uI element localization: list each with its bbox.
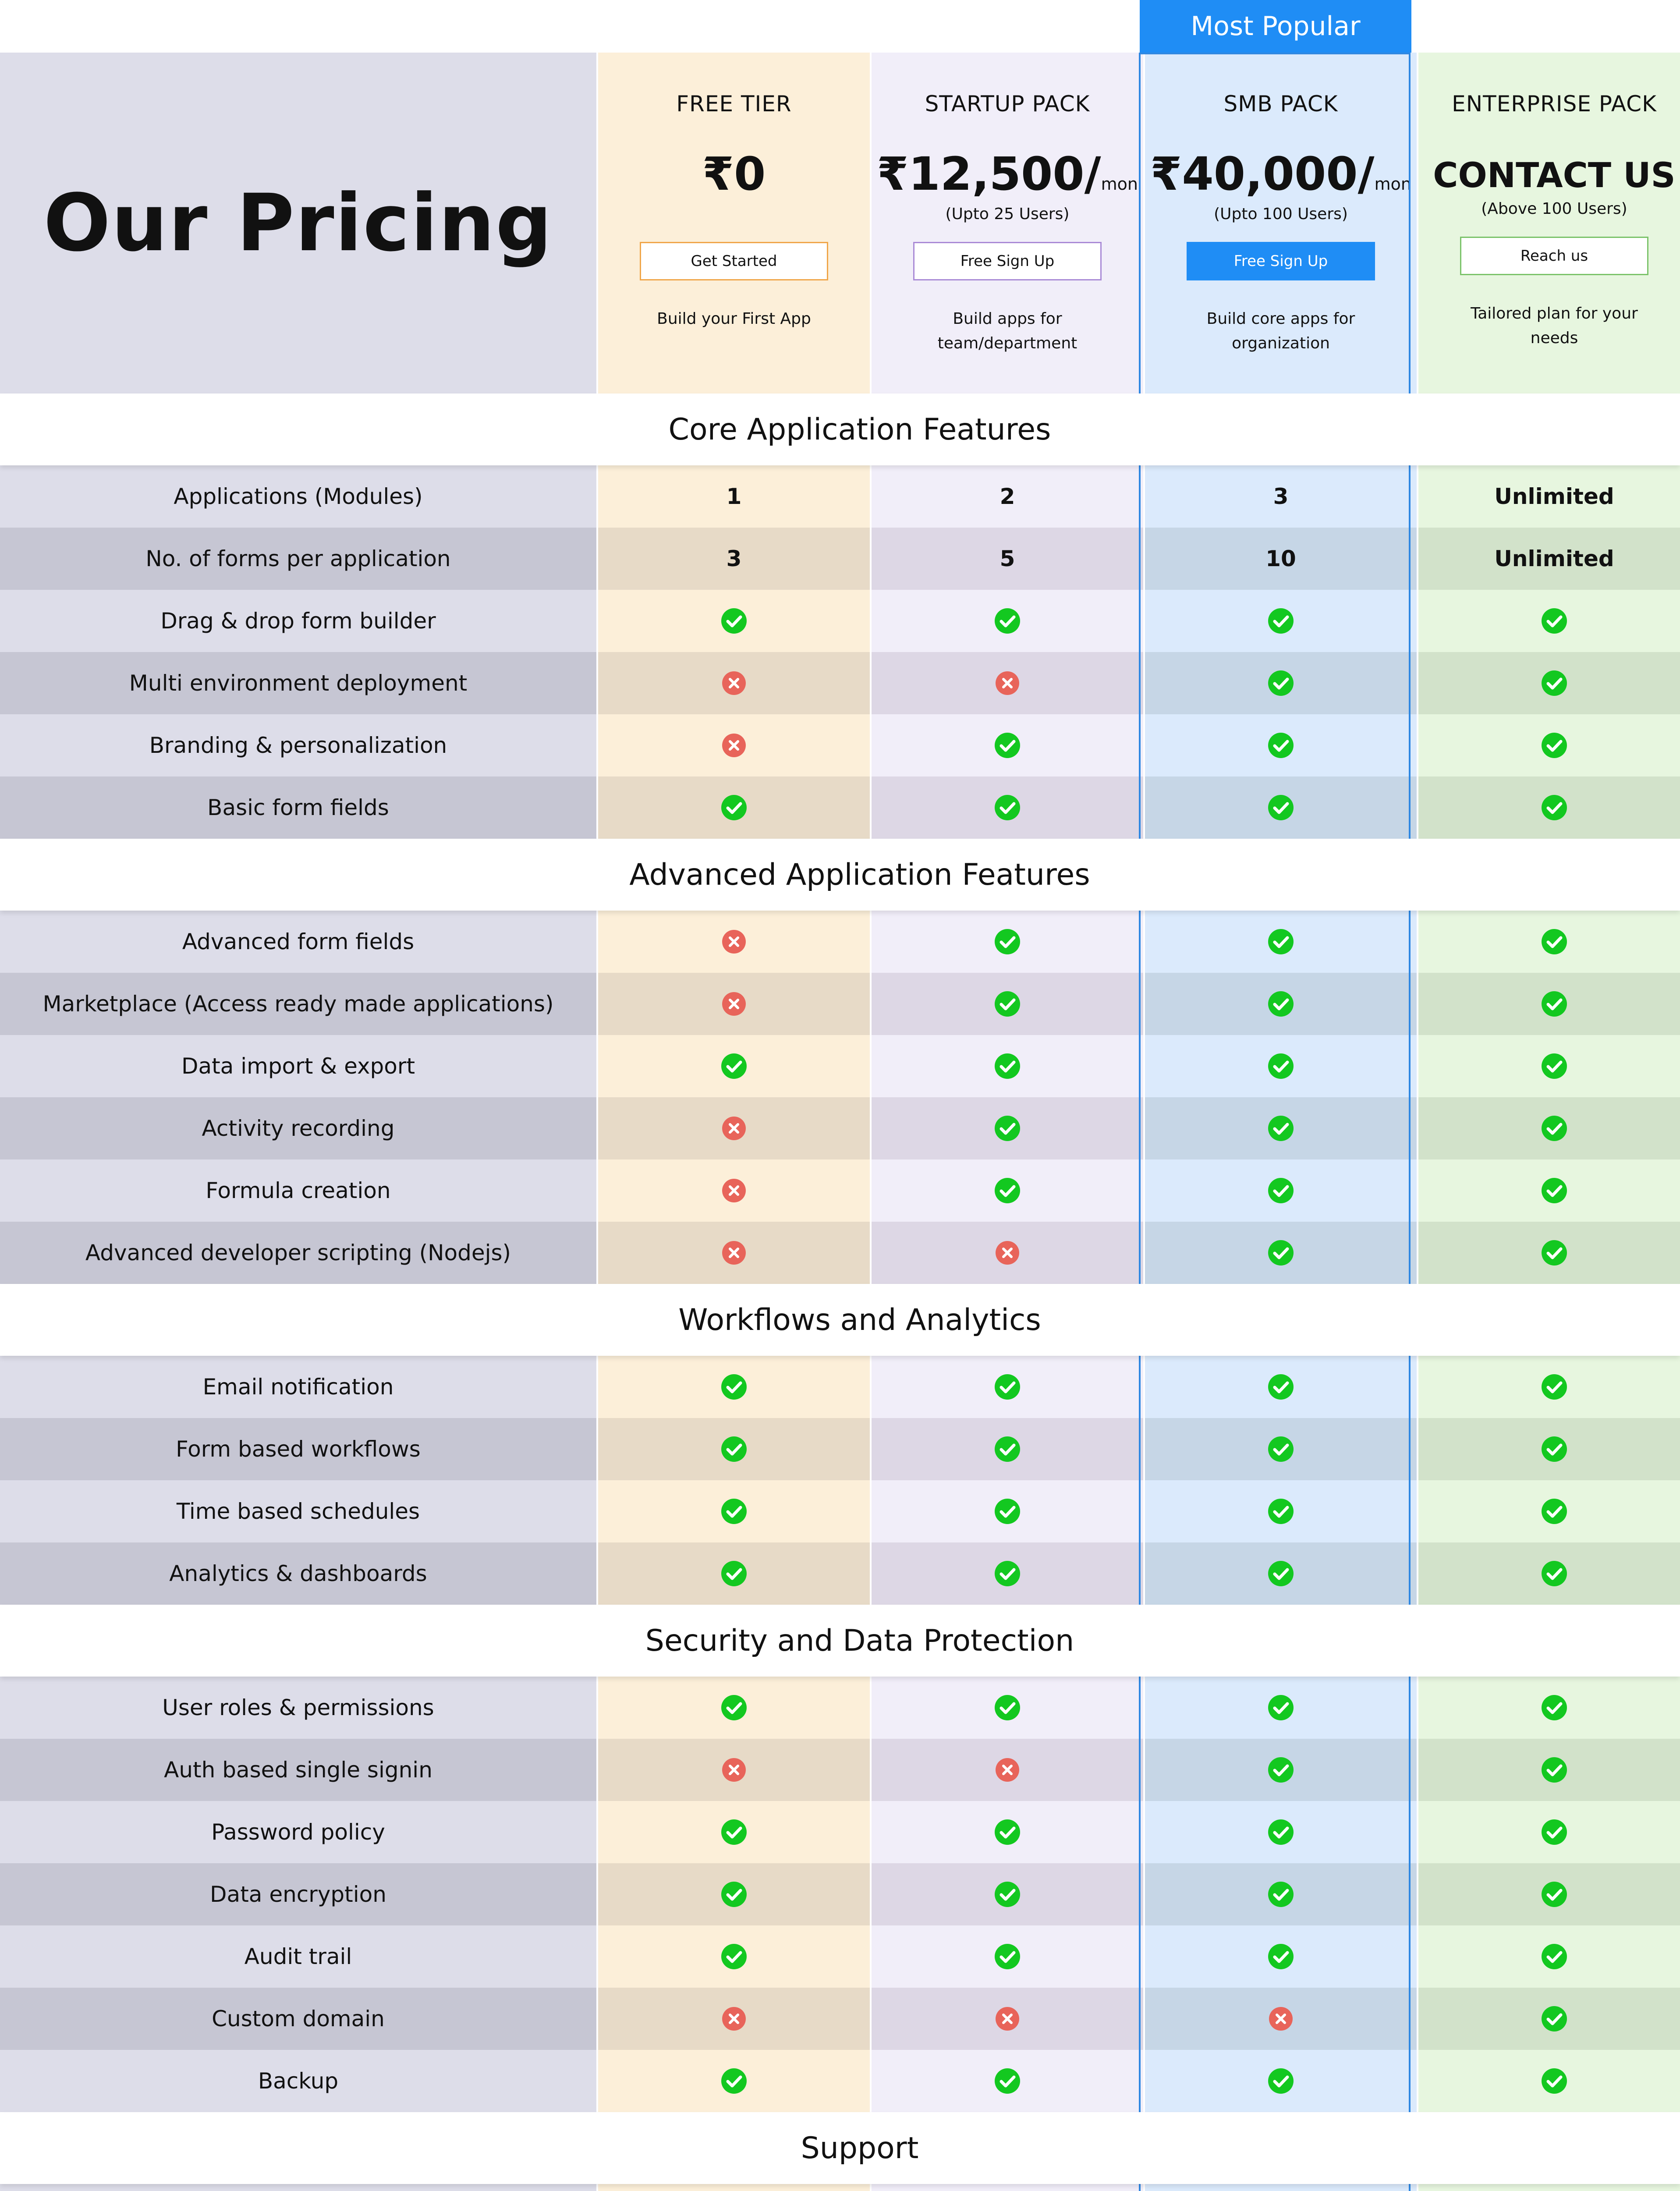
plan-free [598, 53, 870, 394]
feature-label: Auth based single signin [0, 1739, 596, 1801]
feature-value-cell [598, 1677, 870, 1739]
check-icon [994, 1819, 1021, 1845]
check-icon [1541, 991, 1567, 1017]
table-row [0, 1988, 1680, 2050]
feature-label: Custom domain [0, 1988, 596, 2050]
table-row [0, 1801, 1680, 1863]
cross-icon [994, 1240, 1021, 1266]
feature-value-cell [872, 1739, 1143, 1801]
table-row [0, 1097, 1680, 1159]
feature-label: Advanced developer scripting (Nodejs) [0, 1222, 596, 1284]
cross-icon [721, 2006, 747, 2032]
feature-value-cell [872, 1542, 1143, 1605]
check-icon [994, 1560, 1021, 1587]
feature-label: Multi environment deployment [0, 652, 596, 714]
cross-icon [721, 1240, 747, 1266]
check-icon [721, 1053, 747, 1079]
feature-value-cell [1418, 911, 1680, 973]
check-icon [1541, 1115, 1567, 1142]
check-icon [721, 1943, 747, 1970]
feature-value-cell [872, 1159, 1143, 1222]
plan-name: ENTERPRISE PACK [1452, 91, 1657, 117]
feature-value-cell [1145, 1801, 1417, 1863]
check-icon [1541, 1498, 1567, 1524]
feature-value-cell [1145, 776, 1417, 839]
check-icon [1541, 1053, 1567, 1079]
price-period: mon [1374, 174, 1412, 194]
pricing-header [0, 53, 1680, 394]
table-row [0, 1356, 1680, 1418]
page-title: Our Pricing [43, 177, 553, 269]
table-row [0, 1035, 1680, 1097]
feature-value-cell [1145, 1677, 1417, 1739]
feature-value-cell [598, 1925, 870, 1988]
check-icon [1541, 1819, 1567, 1845]
feature-value-cell [598, 2184, 870, 2191]
feature-value-cell [1145, 465, 1417, 528]
cross-icon [1268, 2006, 1294, 2032]
table-row [0, 1925, 1680, 1988]
feature-value-cell [1145, 1222, 1417, 1284]
feature-value-cell [1418, 714, 1680, 776]
table-row [0, 1159, 1680, 1222]
check-icon [1268, 1053, 1294, 1079]
check-icon [994, 1053, 1021, 1079]
cross-icon [721, 670, 747, 696]
feature-label [0, 2184, 596, 2191]
plan-users: (Above 100 Users) [1481, 200, 1627, 218]
feature-value: Unlimited [1494, 546, 1614, 571]
check-icon [1541, 929, 1567, 955]
feature-value-cell [872, 1222, 1143, 1284]
table-row [0, 1677, 1680, 1739]
plan-price [1150, 147, 1411, 201]
check-icon [1268, 1943, 1294, 1970]
feature-label: Branding & personalization [0, 714, 596, 776]
feature-value-cell [872, 1925, 1143, 1988]
check-icon [1541, 2006, 1567, 2032]
feature-value-cell [1145, 2184, 1417, 2191]
check-icon [1541, 1177, 1567, 1204]
feature-value-cell [1418, 1925, 1680, 1988]
feature-value-cell [1418, 973, 1680, 1035]
plan-users: (Upto 25 Users) [945, 205, 1070, 223]
feature-value: 5 [999, 546, 1015, 571]
section-title: Security and Data Protection [645, 1623, 1074, 1658]
plan-description: Build core apps for organization [1206, 310, 1355, 352]
feature-value-cell [598, 465, 870, 528]
feature-value-cell [1418, 1988, 1680, 2050]
plan-enterprise [1418, 53, 1680, 394]
check-icon [994, 1881, 1021, 1907]
plan-name: FREE TIER [676, 91, 792, 117]
section-title: Support [801, 2131, 919, 2166]
feature-value-cell [1418, 1801, 1680, 1863]
feature-value-cell [872, 528, 1143, 590]
feature-value-cell [1145, 652, 1417, 714]
feature-value-cell [872, 2050, 1143, 2112]
check-icon [721, 1560, 747, 1587]
feature-value-cell [1145, 2050, 1417, 2112]
feature-value-cell [1418, 1097, 1680, 1159]
check-icon [1268, 732, 1294, 759]
feature-label: Advanced form fields [0, 911, 596, 973]
plan-name: SMB PACK [1223, 91, 1338, 117]
section-header [0, 839, 1680, 911]
table-row [0, 2050, 1680, 2112]
feature-value-cell [598, 1542, 870, 1605]
table-row [0, 776, 1680, 839]
feature-value-cell [872, 1677, 1143, 1739]
check-icon [721, 1881, 747, 1907]
plan-description: Build your First App [657, 310, 811, 328]
plan-users: (Upto 100 Users) [1214, 205, 1348, 223]
feature-value: 10 [1265, 546, 1296, 571]
plan-description: Build apps for team/department [937, 310, 1077, 352]
feature-label: Basic form fields [0, 776, 596, 839]
section-title: Workflows and Analytics [678, 1302, 1041, 1337]
table-row [0, 528, 1680, 590]
feature-value-cell [1145, 1739, 1417, 1801]
table-row [0, 652, 1680, 714]
plan-name: STARTUP PACK [925, 91, 1090, 117]
table-row [0, 911, 1680, 973]
section-header [0, 1284, 1680, 1356]
feature-value-cell [872, 1480, 1143, 1542]
feature-value-cell [598, 1988, 870, 2050]
check-icon [994, 1943, 1021, 1970]
feature-value-cell [872, 714, 1143, 776]
check-icon [1268, 991, 1294, 1017]
check-icon [994, 1115, 1021, 1142]
feature-value-cell [872, 973, 1143, 1035]
feature-value-cell [872, 590, 1143, 652]
cross-icon [721, 732, 747, 759]
plan-price [1433, 156, 1675, 195]
section-header [0, 394, 1680, 465]
plan-description: Tailored plan for your needs [1471, 305, 1638, 347]
cross-icon [994, 2006, 1021, 2032]
feature-value-cell [598, 1418, 870, 1480]
feature-value: 3 [1273, 484, 1289, 509]
feature-value-cell [1145, 973, 1417, 1035]
feature-value-cell [1418, 1035, 1680, 1097]
feature-value-cell [872, 776, 1143, 839]
feature-value-cell [1145, 1925, 1417, 1988]
feature-label: Email notification [0, 1356, 596, 1418]
feature-value-cell [598, 652, 870, 714]
get-started-button[interactable]: Get Started [640, 242, 828, 280]
check-icon [1541, 732, 1567, 759]
feature-value-cell [1145, 590, 1417, 652]
feature-value-cell [598, 1480, 870, 1542]
cross-icon [721, 1757, 747, 1783]
feature-value-cell [1145, 528, 1417, 590]
check-icon [721, 608, 747, 634]
feature-value-cell [1145, 911, 1417, 973]
check-icon [994, 929, 1021, 955]
check-icon [1541, 1240, 1567, 1266]
section-title: Advanced Application Features [629, 857, 1090, 892]
feature-value: 2 [999, 484, 1015, 509]
feature-value-cell [598, 1801, 870, 1863]
feature-value-cell [1418, 2184, 1680, 2191]
table-row [0, 590, 1680, 652]
feature-value-cell [598, 776, 870, 839]
check-icon [1268, 1498, 1294, 1524]
price-amount: ₹12,500/ [876, 147, 1101, 201]
check-icon [721, 1819, 747, 1845]
feature-value-cell [1418, 652, 1680, 714]
feature-value-cell [1418, 590, 1680, 652]
check-icon [1268, 1115, 1294, 1142]
check-icon [1268, 929, 1294, 955]
section-header [0, 1605, 1680, 1677]
feature-value-cell [1418, 1863, 1680, 1925]
price-period: mon [1101, 174, 1138, 194]
plan-price [702, 147, 766, 201]
check-icon [1268, 1695, 1294, 1721]
check-icon [1268, 1436, 1294, 1462]
title-cell [0, 53, 596, 394]
feature-label: No. of forms per application [0, 528, 596, 590]
feature-label: Backup [0, 2050, 596, 2112]
feature-label: Audit trail [0, 1925, 596, 1988]
check-icon [1541, 1943, 1567, 1970]
feature-value-cell [1418, 2050, 1680, 2112]
check-icon [1268, 1757, 1294, 1783]
feature-value-cell [598, 1356, 870, 1418]
feature-label: User roles & permissions [0, 1677, 596, 1739]
feature-value-cell [872, 1097, 1143, 1159]
feature-value-cell [598, 528, 870, 590]
table-row [0, 1222, 1680, 1284]
feature-value-cell [872, 1801, 1143, 1863]
feature-value-cell [598, 1159, 870, 1222]
feature-value: 1 [726, 484, 742, 509]
price-amount: ₹40,000/ [1150, 147, 1375, 201]
feature-value-cell [872, 652, 1143, 714]
feature-value-cell [872, 1863, 1143, 1925]
feature-value-cell [1145, 714, 1417, 776]
feature-value-cell [598, 714, 870, 776]
feature-value-cell [598, 1097, 870, 1159]
feature-value-cell [1145, 1159, 1417, 1222]
check-icon [994, 1177, 1021, 1204]
cross-icon [721, 991, 747, 1017]
price-amount: CONTACT US [1433, 156, 1676, 195]
check-icon [994, 1498, 1021, 1524]
feature-value-cell [598, 1739, 870, 1801]
table-row [0, 973, 1680, 1035]
table-row [0, 714, 1680, 776]
cross-icon [721, 1177, 747, 1204]
feature-label: Data import & export [0, 1035, 596, 1097]
check-icon [1541, 1374, 1567, 1400]
check-icon [1268, 670, 1294, 696]
section-title: Core Application Features [668, 412, 1051, 447]
most-popular-badge: Most Popular [1140, 0, 1411, 53]
feature-label: Formula creation [0, 1159, 596, 1222]
feature-value-cell [598, 590, 870, 652]
free-sign-up-button[interactable]: Free Sign Up [1187, 242, 1375, 280]
feature-value-cell [872, 1356, 1143, 1418]
feature-value-cell [872, 911, 1143, 973]
feature-value-cell [1145, 1356, 1417, 1418]
check-icon [1268, 1560, 1294, 1587]
check-icon [994, 991, 1021, 1017]
feature-value-cell [872, 1988, 1143, 2050]
feature-value-cell [1418, 1480, 1680, 1542]
check-icon [721, 1695, 747, 1721]
table-row [0, 1863, 1680, 1925]
feature-value-cell [1418, 1222, 1680, 1284]
table-row [0, 1739, 1680, 1801]
feature-value-cell [1145, 1988, 1417, 2050]
feature-value-cell [1145, 1035, 1417, 1097]
feature-label: Activity recording [0, 1097, 596, 1159]
cross-icon [721, 929, 747, 955]
plan-startup [872, 53, 1143, 394]
feature-value-cell [598, 1035, 870, 1097]
feature-label: Applications (Modules) [0, 465, 596, 528]
feature-label: Drag & drop form builder [0, 590, 596, 652]
feature-value-cell [598, 911, 870, 973]
check-icon [1268, 1374, 1294, 1400]
plan-price [877, 147, 1138, 201]
feature-label: Password policy [0, 1801, 596, 1863]
cross-icon [994, 1757, 1021, 1783]
check-icon [1541, 1695, 1567, 1721]
check-icon [1541, 2068, 1567, 2094]
check-icon [1268, 794, 1294, 821]
table-row [0, 2184, 1680, 2191]
check-icon [994, 1695, 1021, 1721]
feature-value-cell [1145, 1863, 1417, 1925]
feature-value-cell [1418, 1356, 1680, 1418]
table-row [0, 465, 1680, 528]
check-icon [1268, 1881, 1294, 1907]
check-icon [1268, 1240, 1294, 1266]
feature-value-cell [1145, 1097, 1417, 1159]
cross-icon [721, 1115, 747, 1142]
price-amount: ₹0 [702, 147, 766, 201]
feature-value-cell [1145, 1480, 1417, 1542]
check-icon [1541, 670, 1567, 696]
check-icon [994, 794, 1021, 821]
feature-value-cell [1418, 528, 1680, 590]
feature-value-cell [1145, 1542, 1417, 1605]
check-icon [721, 1436, 747, 1462]
feature-value-cell [598, 1863, 870, 1925]
feature-value-cell [1418, 1418, 1680, 1480]
feature-value: Unlimited [1494, 484, 1614, 509]
check-icon [1268, 2068, 1294, 2094]
check-icon [994, 608, 1021, 634]
check-icon [1541, 1436, 1567, 1462]
check-icon [1541, 608, 1567, 634]
check-icon [721, 1498, 747, 1524]
feature-label: Data encryption [0, 1863, 596, 1925]
feature-value-cell [1418, 1542, 1680, 1605]
cross-icon [994, 670, 1021, 696]
check-icon [1541, 794, 1567, 821]
table-row [0, 1418, 1680, 1480]
check-icon [1541, 1757, 1567, 1783]
feature-value-cell [1418, 1677, 1680, 1739]
table-row [0, 1542, 1680, 1605]
check-icon [1268, 1819, 1294, 1845]
table-row [0, 1480, 1680, 1542]
feature-value-cell [598, 2050, 870, 2112]
free-sign-up-button[interactable]: Free Sign Up [913, 242, 1102, 280]
feature-value-cell [872, 465, 1143, 528]
feature-label: Analytics & dashboards [0, 1542, 596, 1605]
feature-value-cell [598, 973, 870, 1035]
plan-smb [1145, 53, 1417, 394]
feature-value-cell [1145, 1418, 1417, 1480]
feature-label: Time based schedules [0, 1480, 596, 1542]
feature-label: Form based workflows [0, 1418, 596, 1480]
feature-value: 3 [726, 546, 742, 571]
check-icon [994, 1374, 1021, 1400]
check-icon [1268, 608, 1294, 634]
check-icon [1541, 1881, 1567, 1907]
feature-value-cell [1418, 1159, 1680, 1222]
feature-value-cell [872, 1418, 1143, 1480]
check-icon [994, 2068, 1021, 2094]
reach-us-button[interactable]: Reach us [1460, 237, 1648, 275]
section-header [0, 2112, 1680, 2184]
check-icon [721, 794, 747, 821]
check-icon [994, 732, 1021, 759]
feature-label: Marketplace (Access ready made applications) [0, 973, 596, 1035]
check-icon [721, 2068, 747, 2094]
check-icon [721, 1374, 747, 1400]
feature-value-cell [1418, 465, 1680, 528]
check-icon [994, 1436, 1021, 1462]
feature-value-cell [1418, 1739, 1680, 1801]
feature-value-cell [598, 1222, 870, 1284]
feature-value-cell [872, 2184, 1143, 2191]
check-icon [1541, 1560, 1567, 1587]
feature-value-cell [872, 1035, 1143, 1097]
feature-value-cell [1418, 776, 1680, 839]
check-icon [1268, 1177, 1294, 1204]
